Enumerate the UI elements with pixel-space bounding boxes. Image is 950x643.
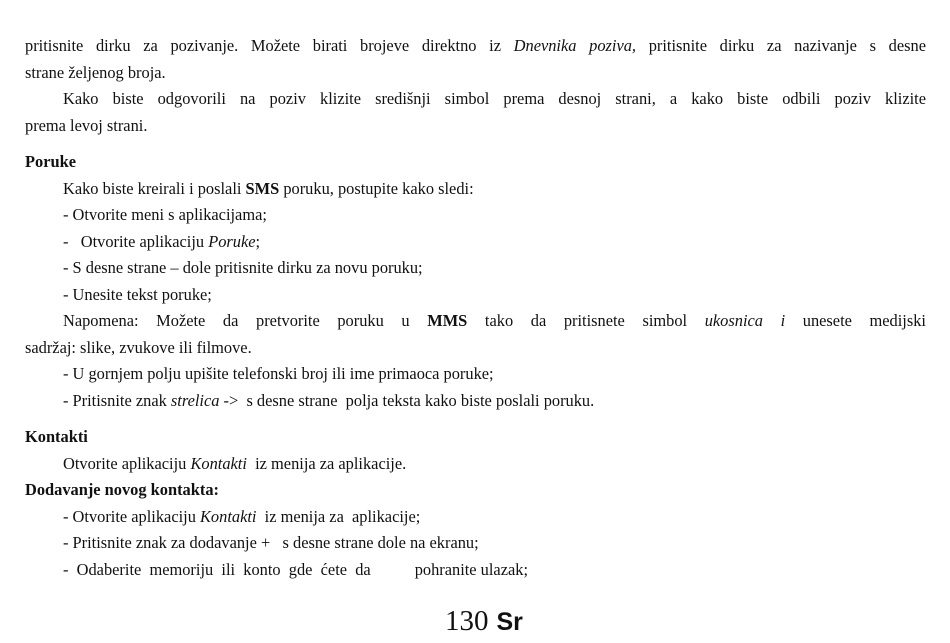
text-span: Kako biste kreirali i poslali <box>63 178 246 198</box>
text-span: -> s desne strane polja teksta kako biste poslali poruku. <box>219 390 595 410</box>
text-span: unesete medijski <box>785 311 926 330</box>
poruke-note-line2: sadržaj: slike, zvukove ili filmove. <box>25 337 252 357</box>
section-heading-kontakti: Kontakti <box>25 427 88 446</box>
italic-term: ukosnica i <box>704 311 786 330</box>
kontakti-step-3 <box>25 557 926 584</box>
kontakti-intro <box>25 451 926 478</box>
text-span: tako da pritisnete simbol <box>467 311 705 330</box>
poruke-step-6 <box>25 388 926 415</box>
poruke-step-2 <box>25 229 926 256</box>
text-span: Otvorite aplikaciju <box>63 453 191 473</box>
text-span: poruku, postupite kako sledi: <box>279 178 474 198</box>
section-heading-poruke: Poruke <box>25 152 76 171</box>
italic-term: Kontakti <box>190 453 247 473</box>
poruke-step-1: - Otvorite meni s aplikacijama; <box>63 205 267 224</box>
text-span: ; <box>255 231 261 251</box>
document-page <box>25 33 926 583</box>
text-span: iz menija za aplikacije; <box>256 506 421 526</box>
text-span: - Otvorite aplikaciju <box>63 231 209 251</box>
poruke-note-line1 <box>25 308 926 335</box>
italic-term: Kontakti <box>200 506 257 526</box>
spacer <box>25 139 926 149</box>
italic-term: Dnevnika poziva, <box>513 36 637 55</box>
text-span: pohranite ulazak; <box>414 559 529 579</box>
text-span: - Pritisnite znak <box>63 390 171 410</box>
text-span: pritisnite dirku za pozivanje. Možete birati brojeve direktno iz <box>25 36 514 55</box>
language-code: Sr <box>496 608 523 636</box>
italic-term: Poruke <box>208 231 256 251</box>
italic-term: strelica <box>170 390 220 410</box>
poruke-step-4: - Unesite tekst poruke; <box>63 284 212 304</box>
text-span: iz menija za aplikacije. <box>246 453 407 473</box>
text-span: Napomena: Možete da pretvorite poruku u <box>63 311 428 330</box>
spacer <box>25 414 926 424</box>
text-span: - Odaberite memoriju ili konto gde ćete da <box>63 559 371 579</box>
paragraph-answer-line1: Kako biste odgovorili na poziv klizite središnji simbol prema desnoj strani, a kako biste odbili poziv klizite <box>63 89 926 108</box>
text-span: pritisnite dirku za nazivanje s desne <box>636 36 926 55</box>
poruke-step-5: - U gornjem polju upišite telefonski broj ili ime primaoca poruke; <box>63 364 494 383</box>
poruke-step-3: - S desne strane – dole pritisnite dirku za novu poruku; <box>63 258 423 277</box>
paragraph-answer-line2: prema levoj strani. <box>25 115 148 135</box>
bold-term: MMS <box>427 311 468 330</box>
kontakti-step-1 <box>25 504 926 531</box>
bold-term: SMS <box>245 178 280 198</box>
paragraph-dialing-line1 <box>25 33 926 60</box>
page-number: 130 <box>445 605 489 637</box>
kontakti-step-2: - Pritisnite znak za dodavanje + s desne strane dole na ekranu; <box>63 533 479 552</box>
poruke-intro <box>25 176 926 203</box>
page-footer <box>445 603 523 639</box>
sub-heading-new-contact: Dodavanje novog kontakta: <box>25 480 219 499</box>
text-span: - Otvorite aplikaciju <box>63 506 200 526</box>
paragraph-dialing-line2: strane željenog broja. <box>25 62 166 82</box>
